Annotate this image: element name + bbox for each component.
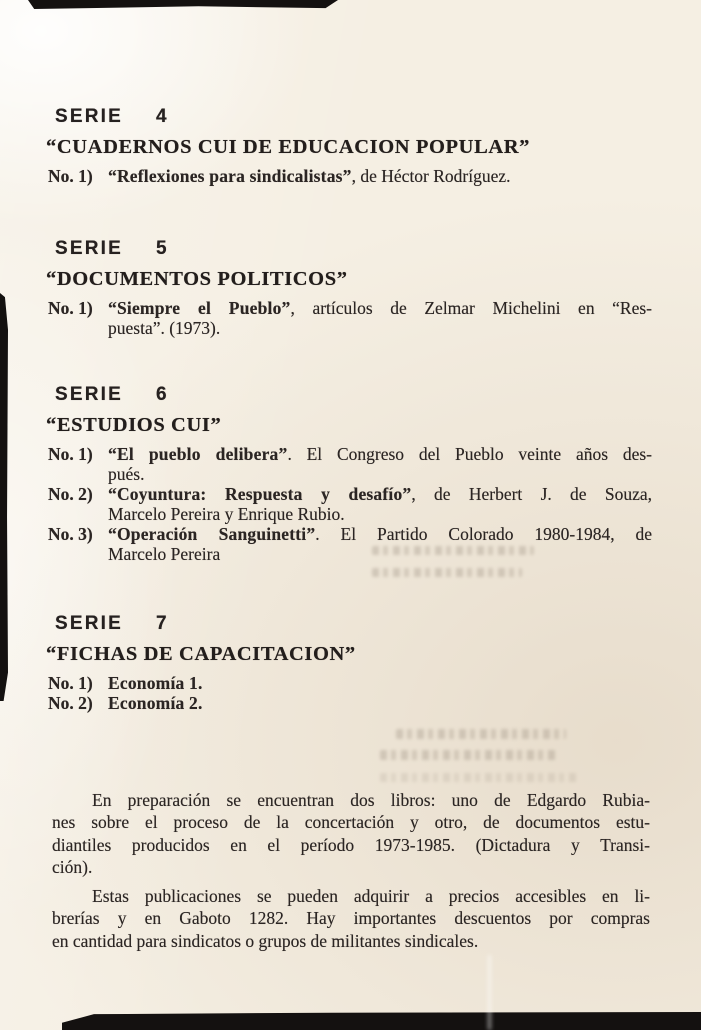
section-title: “FICHAS DE CAPACITACION” [46, 643, 356, 665]
item-text-line: pués. [108, 464, 145, 484]
item-number-label: No. 2) [48, 484, 93, 504]
serie-label: SERIE [55, 613, 124, 634]
item-work-title: “Siempre el Pueblo” [108, 298, 291, 318]
item-work-title: “Reflexiones para sindicalistas” [108, 166, 352, 186]
serie-heading [55, 385, 652, 405]
item-number-label: No. 1) [48, 298, 93, 318]
list-item [48, 693, 652, 713]
item-text-rest: , de Héctor Rodríguez. [351, 166, 511, 186]
item-text-rest: . El Congreso del Pueblo veinte años des- [287, 444, 652, 464]
item-text [108, 524, 652, 564]
item-text [108, 673, 652, 693]
paragraph-line: brerías y en Gaboto 1282. Hay importantes descuentos por compras [52, 908, 650, 929]
section-title: “CUADERNOS CUI DE EDUCACION POPULAR” [46, 136, 531, 158]
serie-number: 6 [156, 384, 169, 405]
scanner-edge-mark-left [0, 293, 8, 701]
list-item [48, 484, 652, 524]
paragraph-line: en cantidad para sindicatos o grupos de militantes sindicales. [52, 930, 479, 951]
item-text-line: Marcelo Pereira [108, 544, 221, 564]
publication-list [48, 673, 652, 713]
serie-number: 5 [156, 238, 169, 259]
serie-heading [55, 614, 652, 634]
publication-list [48, 444, 652, 564]
serie-heading [55, 239, 652, 259]
item-work-title: “El pueblo delibera” [108, 444, 288, 464]
item-number-label: No. 2) [48, 693, 93, 713]
item-text [108, 166, 652, 186]
item-text-line [108, 693, 652, 713]
item-work-title: “Coyuntura: Respuesta y desafío” [108, 484, 412, 504]
section-title: “DOCUMENTOS POLITICOS” [46, 268, 348, 290]
serie-label: SERIE [55, 384, 124, 405]
item-text-rest: , artículos de Zelmar Michelini en “Res- [290, 298, 652, 318]
item-text-line [108, 444, 652, 464]
serie-number: 4 [156, 106, 169, 127]
section-serie-4 [46, 107, 652, 186]
list-item [48, 444, 652, 484]
item-text [108, 693, 652, 713]
item-work-title: Economía 2. [108, 693, 203, 713]
item-text [108, 444, 652, 484]
item-text-line [108, 298, 652, 318]
page-content [46, 0, 652, 952]
item-text-line: Marcelo Pereira y Enrique Rubio. [108, 504, 345, 524]
section-serie-5 [46, 239, 652, 338]
item-work-title: Economía 1. [108, 673, 203, 693]
paragraph-line: diantiles producidos en el período 1973-1985. (Dictadura y Transi- [52, 834, 650, 855]
item-text-rest: , de Herbert J. de Souza, [411, 484, 652, 504]
list-item [48, 298, 652, 338]
serie-number: 7 [156, 613, 169, 634]
publication-list [48, 166, 652, 186]
serie-label: SERIE [55, 238, 124, 259]
list-item [48, 673, 652, 693]
list-item [48, 166, 652, 186]
list-item [48, 524, 652, 564]
item-text-line [108, 673, 652, 693]
item-number-label: No. 1) [48, 444, 93, 464]
item-text-line [108, 524, 652, 544]
item-text-line [108, 484, 652, 504]
item-text [108, 298, 652, 338]
item-work-title: “Operación Sanguinetti” [108, 524, 316, 544]
item-text-line [108, 166, 652, 186]
scanner-edge-mark-bottom [62, 1012, 701, 1030]
section-title: “ESTUDIOS CUI” [46, 414, 222, 436]
item-number-label: No. 3) [48, 524, 93, 544]
paragraph-line: ción). [52, 856, 93, 877]
section-serie-6 [46, 385, 652, 564]
item-number-label: No. 1) [48, 673, 93, 693]
section-serie-7 [46, 614, 652, 713]
paper-crease [488, 955, 491, 1030]
serie-heading [55, 107, 652, 127]
item-text [108, 484, 652, 524]
paragraph-en-preparacion [52, 789, 650, 878]
paragraph-estas-publicaciones [52, 885, 650, 952]
paragraph-line: Estas publicaciones se pueden adquirir a precios accesibles en li- [92, 886, 650, 907]
paragraph-line: nes sobre el proceso de la concertación y otro, de documentos estu- [52, 812, 650, 833]
item-text-rest: . El Partido Colorado 1980-1984, de [315, 524, 652, 544]
item-number-label: No. 1) [48, 166, 93, 186]
publication-list [48, 298, 652, 338]
paragraph-line: En preparación se encuentran dos libros: uno de Edgardo Rubia- [92, 790, 650, 810]
item-text-line: puesta”. (1973). [108, 318, 221, 338]
serie-label: SERIE [55, 106, 124, 127]
